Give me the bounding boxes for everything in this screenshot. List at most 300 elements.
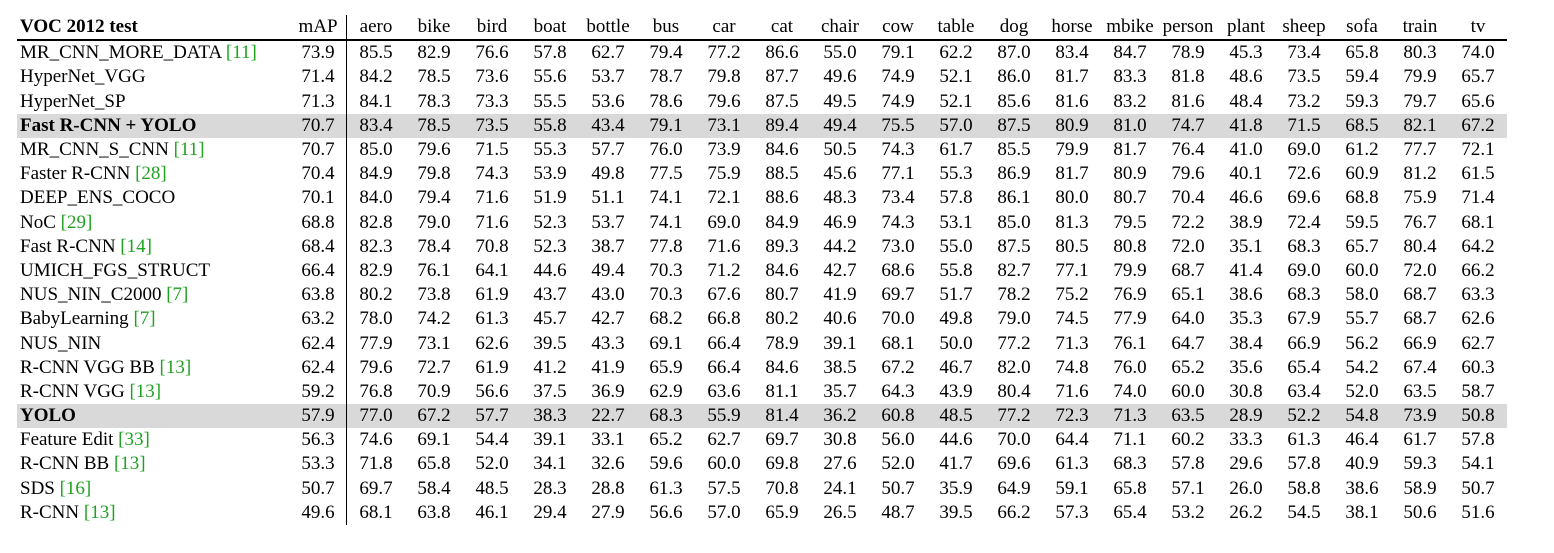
value-cell-dog: 70.0 (997, 429, 1031, 451)
value-cell-map: 71.3 (290, 90, 347, 114)
value-cell-dog: 82.7 (997, 259, 1031, 281)
value-cell-bus: 70.3 (649, 284, 683, 306)
column-header-table: table (927, 15, 985, 40)
value-cell-sheep: 73.4 (1287, 42, 1321, 64)
value-cell-bike: 63.8 (417, 501, 451, 523)
value-cell-bike: 67.2 (405, 404, 463, 428)
value-cell-bird: 62.6 (475, 332, 509, 354)
value-cell-sofa: 58.0 (1345, 284, 1379, 306)
value-cell-boat: 52.3 (533, 211, 567, 233)
citation-link[interactable]: [11] (225, 42, 257, 64)
method-name-cell (17, 186, 290, 210)
value-cell-bottle: 43.3 (591, 332, 625, 354)
value-cell-tv: 63.3 (1461, 284, 1495, 306)
value-cell-sofa: 68.8 (1345, 187, 1379, 209)
value-cell-bird: 73.3 (475, 90, 509, 112)
value-cell-cat: 84.9 (765, 211, 799, 233)
results-table-container (17, 15, 1507, 525)
value-cell-mbike: 76.0 (1113, 356, 1147, 378)
value-cell-car: 66.4 (707, 356, 741, 378)
value-cell-car: 69.0 (707, 211, 741, 233)
table-header (17, 15, 1507, 40)
value-cell-train: 82.1 (1391, 114, 1449, 138)
value-cell-person: 72.0 (1171, 235, 1205, 257)
column-header-mbike: mbike (1101, 15, 1159, 40)
method-name: HyperNet_SP (20, 90, 126, 112)
method-name-cell (17, 356, 290, 380)
table-row (17, 477, 1507, 501)
value-cell-boat: 45.7 (533, 308, 567, 330)
value-cell-tv: 50.7 (1461, 477, 1495, 499)
value-cell-bike: 74.2 (417, 308, 451, 330)
value-cell-bird: 61.3 (475, 308, 509, 330)
method-name-cell (17, 211, 290, 235)
value-cell-dog: 78.2 (997, 284, 1031, 306)
value-cell-car: 55.9 (695, 404, 753, 428)
value-cell-mbike: 77.9 (1113, 308, 1147, 330)
value-cell-map: 66.4 (290, 259, 347, 283)
table-row (17, 452, 1507, 476)
value-cell-train: 67.4 (1403, 356, 1437, 378)
value-cell-boat: 55.8 (521, 114, 579, 138)
table-row (17, 235, 1507, 259)
value-cell-bird: 71.5 (475, 139, 509, 161)
value-cell-bike: 70.9 (417, 380, 451, 402)
value-cell-dog: 85.0 (997, 211, 1031, 233)
method-name: BabyLearning (20, 308, 129, 330)
value-cell-table: 57.0 (927, 114, 985, 138)
value-cell-plant: 28.9 (1217, 404, 1275, 428)
table-row (17, 211, 1507, 235)
value-cell-chair: 49.6 (823, 66, 857, 88)
value-cell-tv: 54.1 (1461, 453, 1495, 475)
value-cell-person: 72.2 (1171, 211, 1205, 233)
value-cell-bird: 71.6 (475, 211, 509, 233)
value-cell-aero: 74.6 (359, 429, 393, 451)
value-cell-dog: 86.9 (997, 163, 1031, 185)
value-cell-car: 71.2 (707, 259, 741, 281)
method-name-cell (17, 259, 290, 283)
value-cell-bottle: 43.4 (579, 114, 637, 138)
value-cell-train: 61.7 (1403, 429, 1437, 451)
table-row (17, 501, 1507, 525)
table-row (17, 162, 1507, 186)
value-cell-train: 80.4 (1403, 235, 1437, 257)
value-cell-person: 57.1 (1171, 477, 1205, 499)
value-cell-aero: 83.4 (347, 114, 406, 138)
value-cell-train: 76.7 (1403, 211, 1437, 233)
value-cell-car: 72.1 (707, 187, 741, 209)
value-cell-plant: 26.0 (1229, 477, 1263, 499)
value-cell-cow: 56.0 (881, 429, 915, 451)
value-cell-cat: 88.6 (765, 187, 799, 209)
value-cell-train: 75.9 (1403, 187, 1437, 209)
value-cell-person: 81.8 (1171, 66, 1205, 88)
value-cell-sheep: 54.5 (1287, 501, 1321, 523)
column-header-tv: tv (1449, 15, 1507, 40)
method-name: R-CNN BB (20, 453, 110, 475)
value-cell-cow: 73.4 (881, 187, 915, 209)
value-cell-sheep: 71.5 (1275, 114, 1333, 138)
value-cell-cow: 60.8 (869, 404, 927, 428)
value-cell-bike: 82.9 (417, 42, 451, 64)
value-cell-bottle: 42.7 (591, 308, 625, 330)
value-cell-bottle: 57.7 (591, 139, 625, 161)
table-row (17, 114, 1507, 138)
value-cell-plant: 30.8 (1229, 380, 1263, 402)
value-cell-sheep: 65.4 (1287, 356, 1321, 378)
value-cell-table: 52.1 (939, 66, 973, 88)
value-cell-plant: 40.1 (1229, 163, 1263, 185)
value-cell-train: 79.9 (1403, 66, 1437, 88)
value-cell-bottle: 49.4 (591, 259, 625, 281)
value-cell-car: 79.8 (707, 66, 741, 88)
value-cell-cat: 87.7 (765, 66, 799, 88)
voc2012-results-table (17, 15, 1507, 525)
method-name: Fast R-CNN + YOLO (20, 114, 197, 136)
method-name-cell (17, 428, 290, 452)
value-cell-bike: 78.4 (417, 235, 451, 257)
value-cell-map: 70.4 (290, 162, 347, 186)
value-cell-map: 62.4 (290, 331, 347, 355)
value-cell-aero: 69.7 (359, 477, 393, 499)
value-cell-horse: 81.6 (1055, 90, 1089, 112)
value-cell-person: 63.5 (1159, 404, 1217, 428)
value-cell-sofa: 55.7 (1345, 308, 1379, 330)
method-name: UMICH_FGS_STRUCT (20, 259, 211, 281)
column-header-cat: cat (753, 15, 811, 40)
value-cell-car: 60.0 (707, 453, 741, 475)
citation-link[interactable]: [33] (118, 429, 150, 451)
value-cell-bike: 76.1 (417, 259, 451, 281)
value-cell-plant: 41.8 (1217, 114, 1275, 138)
value-cell-chair: 46.9 (823, 211, 857, 233)
value-cell-person: 65.2 (1171, 356, 1205, 378)
value-cell-horse: 59.1 (1055, 477, 1089, 499)
value-cell-plant: 46.6 (1229, 187, 1263, 209)
method-name-cell (17, 90, 290, 114)
value-cell-plant: 48.6 (1229, 66, 1263, 88)
value-cell-train: 63.5 (1403, 380, 1437, 402)
value-cell-car: 73.1 (695, 114, 753, 138)
table-row (17, 356, 1507, 380)
method-name-cell (17, 307, 290, 331)
value-cell-sofa: 68.5 (1333, 114, 1391, 138)
value-cell-chair: 41.9 (823, 284, 857, 306)
value-cell-bird: 54.4 (475, 429, 509, 451)
value-cell-horse: 71.3 (1055, 332, 1089, 354)
value-cell-sheep: 69.6 (1287, 187, 1321, 209)
value-cell-aero: 84.1 (359, 90, 393, 112)
column-header-boat: boat (521, 15, 579, 40)
method-name: Fast R-CNN (20, 235, 116, 257)
value-cell-cow: 70.0 (881, 308, 915, 330)
value-cell-cow: 64.3 (881, 380, 915, 402)
value-cell-cat: 69.7 (765, 429, 799, 451)
value-cell-map: 62.4 (290, 356, 347, 380)
value-cell-aero: 77.0 (347, 404, 406, 428)
value-cell-car: 77.2 (707, 42, 741, 64)
citation-link[interactable]: [13] (113, 453, 146, 475)
value-cell-person: 74.7 (1159, 114, 1217, 138)
citation-link[interactable]: [29] (60, 211, 93, 233)
value-cell-map: 68.4 (290, 235, 347, 259)
value-cell-cat: 89.3 (765, 235, 799, 257)
value-cell-chair: 27.6 (823, 453, 857, 475)
value-cell-bike: 69.1 (417, 429, 451, 451)
value-cell-tv: 62.7 (1461, 332, 1495, 354)
value-cell-dog: 85.5 (997, 139, 1031, 161)
table-row (17, 428, 1507, 452)
value-cell-bottle: 33.1 (591, 429, 625, 451)
value-cell-cow: 79.1 (881, 42, 915, 64)
method-name-cell (17, 501, 290, 525)
table-row (17, 283, 1507, 307)
value-cell-bike: 79.6 (417, 139, 451, 161)
table-body (17, 40, 1507, 525)
value-cell-sofa: 59.4 (1345, 66, 1379, 88)
value-cell-mbike: 71.1 (1113, 429, 1147, 451)
value-cell-bottle: 53.7 (591, 66, 625, 88)
method-name-cell (17, 114, 290, 138)
value-cell-bike: 79.0 (417, 211, 451, 233)
value-cell-table: 53.1 (939, 211, 973, 233)
value-cell-dog: 87.5 (985, 114, 1043, 138)
value-cell-tv: 72.1 (1461, 139, 1495, 161)
value-cell-table: 48.5 (927, 404, 985, 428)
value-cell-tv: 66.2 (1461, 259, 1495, 281)
value-cell-aero: 71.8 (359, 453, 393, 475)
citation-link[interactable]: [13] (159, 356, 192, 378)
value-cell-car: 66.8 (707, 308, 741, 330)
value-cell-bike: 72.7 (417, 356, 451, 378)
value-cell-bike: 78.5 (417, 66, 451, 88)
value-cell-map: 57.9 (290, 404, 347, 428)
column-header-sheep: sheep (1275, 15, 1333, 40)
value-cell-bottle: 51.1 (591, 187, 625, 209)
value-cell-train: 72.0 (1403, 259, 1437, 281)
value-cell-person: 60.2 (1171, 429, 1205, 451)
value-cell-map: 59.2 (290, 380, 347, 404)
value-cell-sofa: 65.7 (1345, 235, 1379, 257)
column-header-chair: chair (811, 15, 869, 40)
value-cell-cow: 67.2 (881, 356, 915, 378)
citation-link[interactable]: [28] (135, 163, 167, 185)
value-cell-map: 70.7 (290, 138, 347, 162)
value-cell-horse: 74.8 (1055, 356, 1089, 378)
value-cell-boat: 55.6 (533, 66, 567, 88)
value-cell-mbike: 71.3 (1101, 404, 1159, 428)
value-cell-bird: 64.1 (475, 259, 509, 281)
value-cell-aero: 82.3 (359, 235, 393, 257)
value-cell-dog: 86.0 (997, 66, 1031, 88)
value-cell-cow: 74.3 (881, 211, 915, 233)
value-cell-sheep: 58.8 (1287, 477, 1321, 499)
table-row (17, 40, 1507, 65)
value-cell-aero: 84.2 (359, 66, 393, 88)
value-cell-table: 35.9 (939, 477, 973, 499)
column-header-aero: aero (347, 15, 406, 40)
value-cell-horse: 61.3 (1055, 453, 1089, 475)
value-cell-bus: 68.2 (649, 308, 683, 330)
value-cell-mbike: 81.7 (1113, 139, 1147, 161)
value-cell-sheep: 73.5 (1287, 66, 1321, 88)
value-cell-person: 60.0 (1171, 380, 1205, 402)
value-cell-sheep: 69.0 (1287, 259, 1321, 281)
table-row (17, 138, 1507, 162)
value-cell-tv: 57.8 (1461, 429, 1495, 451)
value-cell-bird: 74.3 (475, 163, 509, 185)
value-cell-cat: 84.6 (765, 259, 799, 281)
value-cell-table: 49.8 (939, 308, 973, 330)
value-cell-car: 67.6 (707, 284, 741, 306)
value-cell-map: 63.8 (290, 283, 347, 307)
value-cell-cow: 74.3 (881, 139, 915, 161)
value-cell-sheep: 67.9 (1287, 308, 1321, 330)
column-header-person: person (1159, 15, 1217, 40)
value-cell-dog: 77.2 (985, 404, 1043, 428)
value-cell-mbike: 84.7 (1113, 42, 1147, 64)
value-cell-sofa: 61.2 (1345, 139, 1379, 161)
citation-link[interactable]: [16] (59, 477, 92, 499)
value-cell-bus: 59.6 (649, 453, 683, 475)
value-cell-person: 65.1 (1171, 284, 1205, 306)
value-cell-mbike: 80.9 (1113, 163, 1147, 185)
value-cell-aero: 76.8 (359, 380, 393, 402)
method-name-cell (17, 283, 290, 307)
value-cell-horse: 79.9 (1055, 139, 1089, 161)
value-cell-sheep: 57.8 (1287, 453, 1321, 475)
method-name-cell (17, 331, 290, 355)
value-cell-train: 68.7 (1403, 308, 1437, 330)
value-cell-map: 70.1 (290, 186, 347, 210)
method-name-cell (17, 477, 290, 501)
column-header-bottle: bottle (579, 15, 637, 40)
value-cell-bus: 78.6 (649, 90, 683, 112)
value-cell-mbike: 81.0 (1101, 114, 1159, 138)
table-title: VOC 2012 test (17, 15, 290, 40)
value-cell-tv: 50.8 (1449, 404, 1507, 428)
value-cell-boat: 38.3 (521, 404, 579, 428)
value-cell-cow: 74.9 (881, 66, 915, 88)
value-cell-tv: 71.4 (1461, 187, 1495, 209)
value-cell-aero: 85.0 (359, 139, 393, 161)
value-cell-sofa: 46.4 (1345, 429, 1379, 451)
value-cell-table: 61.7 (939, 139, 973, 161)
value-cell-person: 64.7 (1171, 332, 1205, 354)
value-cell-mbike: 76.1 (1113, 332, 1147, 354)
value-cell-mbike: 79.9 (1113, 259, 1147, 281)
value-cell-chair: 35.7 (823, 380, 857, 402)
value-cell-cow: 68.1 (881, 332, 915, 354)
value-cell-tv: 68.1 (1461, 211, 1495, 233)
value-cell-cow: 74.9 (881, 90, 915, 112)
citation-link[interactable]: [13] (83, 501, 116, 523)
value-cell-bus: 76.0 (649, 139, 683, 161)
value-cell-sheep: 72.6 (1287, 163, 1321, 185)
method-name-cell (17, 380, 290, 404)
value-cell-boat: 41.2 (533, 356, 567, 378)
value-cell-aero: 77.9 (359, 332, 393, 354)
citation-link[interactable]: [13] (129, 380, 162, 402)
value-cell-sofa: 59.5 (1345, 211, 1379, 233)
value-cell-aero: 84.9 (359, 163, 393, 185)
citation-link[interactable]: [11] (173, 139, 205, 161)
method-name: Faster R-CNN (20, 163, 131, 185)
value-cell-plant: 38.9 (1229, 211, 1263, 233)
value-cell-cow: 73.0 (881, 235, 915, 257)
value-cell-car: 79.6 (707, 90, 741, 112)
value-cell-horse: 81.3 (1055, 211, 1089, 233)
value-cell-person: 57.8 (1171, 453, 1205, 475)
value-cell-tv: 62.6 (1461, 308, 1495, 330)
value-cell-cat: 81.1 (765, 380, 799, 402)
value-cell-cat: 69.8 (765, 453, 799, 475)
column-header-cow: cow (869, 15, 927, 40)
value-cell-sofa: 54.8 (1333, 404, 1391, 428)
value-cell-bus: 70.3 (649, 259, 683, 281)
value-cell-sofa: 60.9 (1345, 163, 1379, 185)
value-cell-horse: 64.4 (1055, 429, 1089, 451)
value-cell-aero: 84.0 (359, 187, 393, 209)
value-cell-bus: 79.4 (649, 42, 683, 64)
value-cell-table: 39.5 (939, 501, 973, 523)
value-cell-sheep: 63.4 (1287, 380, 1321, 402)
value-cell-bottle: 27.9 (591, 501, 625, 523)
value-cell-bird: 48.5 (475, 477, 509, 499)
value-cell-tv: 58.7 (1461, 380, 1495, 402)
method-name: R-CNN (20, 501, 80, 523)
value-cell-table: 57.8 (939, 187, 973, 209)
value-cell-dog: 69.6 (997, 453, 1031, 475)
value-cell-person: 78.9 (1171, 42, 1205, 64)
value-cell-mbike: 74.0 (1113, 380, 1147, 402)
value-cell-bottle: 41.9 (591, 356, 625, 378)
citation-link[interactable]: [14] (120, 235, 152, 257)
value-cell-dog: 82.0 (997, 356, 1031, 378)
value-cell-car: 75.9 (707, 163, 741, 185)
value-cell-car: 63.6 (707, 380, 741, 402)
value-cell-plant: 35.3 (1229, 308, 1263, 330)
value-cell-plant: 38.6 (1229, 284, 1263, 306)
value-cell-cow: 77.1 (881, 163, 915, 185)
value-cell-table: 46.7 (939, 356, 973, 378)
method-name-cell (17, 138, 290, 162)
value-cell-plant: 48.4 (1229, 90, 1263, 112)
value-cell-cow: 69.7 (881, 284, 915, 306)
value-cell-chair: 48.3 (823, 187, 857, 209)
value-cell-plant: 35.6 (1229, 356, 1263, 378)
value-cell-bottle: 53.6 (591, 90, 625, 112)
value-cell-bird: 71.6 (475, 187, 509, 209)
value-cell-sheep: 68.3 (1287, 235, 1321, 257)
value-cell-person: 64.0 (1171, 308, 1205, 330)
value-cell-aero: 68.1 (359, 501, 393, 523)
value-cell-sheep: 52.2 (1275, 404, 1333, 428)
value-cell-person: 79.6 (1171, 163, 1205, 185)
value-cell-bird: 73.5 (463, 114, 521, 138)
value-cell-sofa: 65.8 (1345, 42, 1379, 64)
citation-link[interactable]: [7] (166, 284, 189, 306)
value-cell-bottle: 28.8 (591, 477, 625, 499)
value-cell-cow: 52.0 (881, 453, 915, 475)
citation-link[interactable]: [7] (133, 308, 156, 330)
value-cell-bird: 61.9 (475, 356, 509, 378)
method-name-cell (17, 65, 290, 89)
value-cell-plant: 33.3 (1229, 429, 1263, 451)
column-header-train: train (1391, 15, 1449, 40)
method-name-cell (17, 235, 290, 259)
